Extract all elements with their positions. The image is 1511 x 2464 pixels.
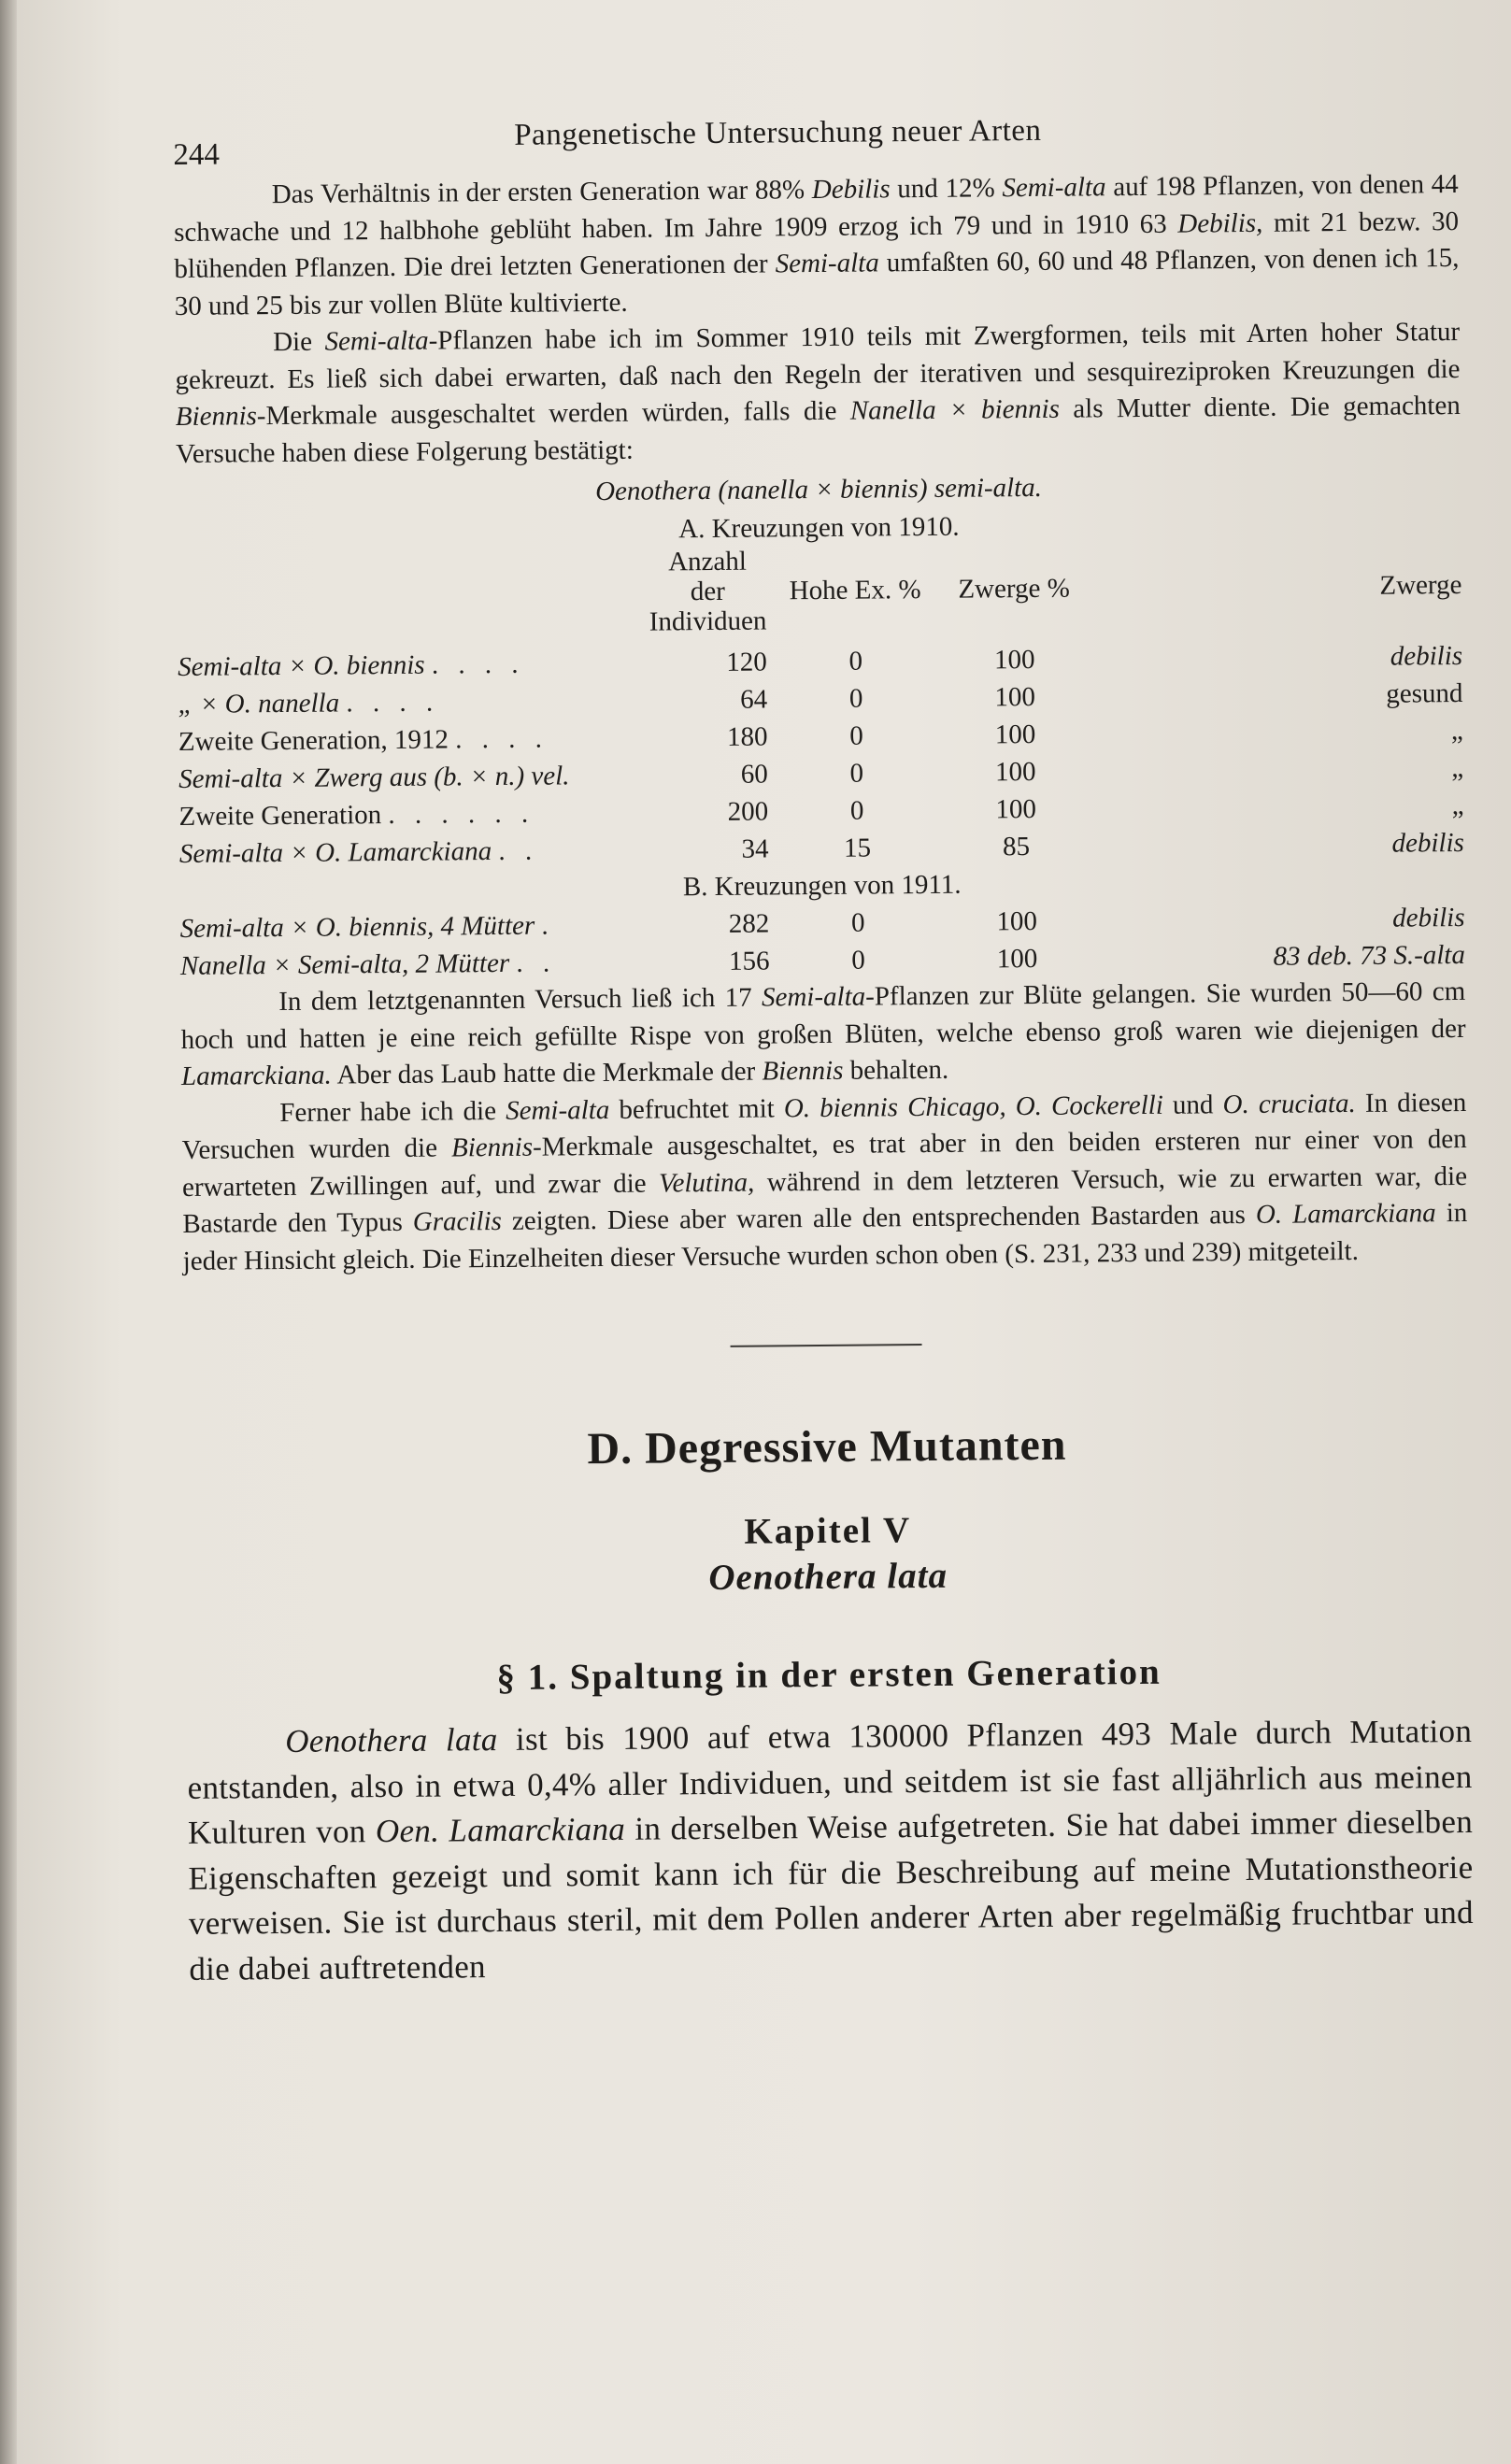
row-label: [180, 944, 652, 985]
text-run: in jeder Hinsicht gleich. Die Einzelheiten dieser Versuche wurden schon oben (S. 231, 233 und 239) mitgeteilt.: [182, 1197, 1468, 1276]
running-head: Pangenetische Untersuchung neuer Arten: [514, 113, 1042, 152]
text-run: während in dem letzteren Versuch, wie zu erwarten war, die Bastarde den Typus: [182, 1161, 1468, 1239]
row-label: [178, 719, 650, 761]
row-count: 120: [726, 646, 767, 677]
paragraph-further-crossings: [181, 1084, 1468, 1279]
chapter-species-title: Oenothera lata: [708, 1555, 948, 1599]
italic-run: Semi-alta: [761, 981, 866, 1013]
table-section-a-heading: A. Kreuzungen von 1910.: [678, 511, 960, 545]
table-section-b-heading: B. Kreuzungen von 1911.: [682, 869, 962, 903]
italic-run: O. biennis Chicago, O. Cockerelli: [783, 1090, 1163, 1123]
text-run: ist bis 1900 auf etwa 130000 Pflanzen 493 Male durch Mutation entstanden, also in etwa 0,4% aller Individuen, und seitdem ist sie fast alljährlich aus meinen Kulturen von: [187, 1712, 1473, 1851]
row-dwarf-pct: 100: [993, 644, 1035, 675]
text-run: Aber das Laub hatte die Merkmale der: [331, 1056, 763, 1090]
row-high-pct: 0: [848, 646, 863, 677]
row-label-text: Zweite Generation: [178, 799, 382, 832]
row-dwarf: debilis: [1390, 640, 1463, 672]
row-high-pct: 0: [848, 683, 863, 714]
page-content: [173, 101, 1475, 1992]
row-leader-dots: . . . .: [431, 648, 525, 680]
row-high-pct: 0: [850, 907, 865, 938]
page-number: 244: [173, 137, 221, 172]
row-dwarf-pct: 100: [994, 681, 1036, 712]
row-dwarf: „: [1451, 752, 1464, 783]
italic-run: O. cruciata.: [1222, 1088, 1356, 1119]
row-leader-dots: . . . .: [455, 723, 549, 754]
row-dwarf: „: [1450, 715, 1463, 746]
row-count: 282: [728, 907, 770, 939]
paragraph-oenothera-lata: [187, 1709, 1474, 1992]
row-leader-dots: . . . .: [346, 687, 440, 718]
book-spine-shadow: [0, 0, 17, 2464]
row-count: 60: [740, 758, 768, 790]
italic-run: Nanella × biennis: [849, 393, 1061, 426]
row-dwarf: 83 deb. 73 S.-alta: [1273, 939, 1466, 972]
header-high-pct: Hohe Ex. %: [789, 575, 921, 606]
row-count: 64: [740, 683, 768, 715]
text-run: umfaßten 60, 60 und 48 Pflanzen, von denen ich 15, 30 und 25 bis zur vollen Blüte kultivierte.: [174, 242, 1460, 321]
row-dwarf: gesund: [1386, 677, 1463, 709]
row-label: [178, 757, 650, 798]
row-label: [179, 906, 651, 947]
row-count: 200: [727, 795, 769, 827]
row-dwarf: debilis: [1392, 902, 1465, 933]
row-dwarf-pct: 85: [1002, 831, 1031, 862]
chapter-part-heading: D. Degressive Mutanten: [587, 1419, 1067, 1474]
italic-run: Biennis: [762, 1055, 844, 1087]
row-leader-dots: . .: [498, 835, 539, 866]
row-label-text: Nanella × Semi-alta, 2 Mütter: [179, 947, 510, 981]
paragraph-generation-ratio: [174, 166, 1460, 325]
italic-run: Velutina,: [658, 1167, 755, 1199]
row-label-text: Semi-alta × O. Lamarckiana: [178, 835, 492, 869]
row-dwarf: debilis: [1391, 827, 1465, 859]
page-header: [173, 101, 1459, 178]
italic-run: Biennis: [450, 1132, 534, 1163]
row-label: [178, 645, 649, 686]
row-dwarf-pct: 100: [994, 719, 1036, 749]
text-run: -Merkmale ausgeschaltet, es trat aber in den beiden ersteren nur einer von den erwarteten Zwillingen auf, und zwar die: [181, 1123, 1467, 1203]
italic-run: Gracilis: [412, 1205, 503, 1237]
italic-run: Semi-alta: [324, 325, 429, 357]
crossing-table: [177, 540, 1465, 985]
text-run: Die: [273, 326, 325, 358]
text-run: befruchtet mit: [609, 1092, 785, 1125]
header-dwarf: Zwerge: [1379, 569, 1462, 601]
row-dwarf-pct: 100: [996, 905, 1038, 936]
header-blank: [177, 548, 649, 648]
row-label: [178, 794, 650, 835]
italic-run: Debilis,: [1177, 207, 1263, 239]
row-leader-dots: . . . . . .: [388, 798, 535, 830]
row-dwarf-pct: 100: [995, 793, 1037, 824]
italic-run: Semi-alta: [1002, 172, 1106, 204]
text-run: -Merkmale ausgeschaltet werden würden, falls die: [256, 395, 850, 432]
row-high-pct: 0: [849, 720, 863, 751]
text-run: Ferner habe ich die: [279, 1095, 506, 1128]
row-label-text: Semi-alta × O. biennis, 4 Mütter: [179, 910, 535, 944]
text-run: Das Verhältnis in der ersten Generation war 88%: [271, 175, 812, 210]
text-run: -Pflanzen zur Blüte gelangen. Sie wurden 50—60 cm hoch und hatten je eine reich gefüllte Rispe von großen Blüten, welche ebenso groß waren wie diejenigen der: [180, 976, 1466, 1055]
table-header-row: [177, 540, 1462, 648]
row-label: [178, 682, 649, 723]
italic-run: Oen. Lamarckiana: [375, 1810, 626, 1850]
row-count: 180: [726, 720, 768, 752]
row-leader-dots: .: [541, 909, 555, 941]
row-label-text: „ × O. nanella: [178, 687, 340, 719]
header-count: Anzahl der Individuen: [649, 546, 767, 637]
row-count: 156: [728, 945, 770, 976]
table-body-a: [178, 637, 1464, 873]
italic-run: O. Lamarckiana: [1255, 1198, 1436, 1230]
row-label-text: Zweite Generation, 1912: [178, 723, 449, 757]
italic-run: Semi-alta: [506, 1094, 610, 1126]
row-label-text: Semi-alta × O. biennis: [178, 649, 425, 682]
row-label-text: Semi-alta × Zwerg aus (b. × n.) vel.: [178, 760, 570, 794]
text-run: als Mutter diente. Die gemachten Versuche haben diese Folgerung bestätigt:: [176, 390, 1461, 469]
row-dwarf: „: [1451, 790, 1464, 820]
table-body-b: [179, 899, 1465, 985]
italic-run: Debilis: [811, 174, 891, 206]
section-divider: [731, 1344, 922, 1347]
chapter-number: Kapitel V: [744, 1510, 912, 1552]
paragraph-crossings-intro: [175, 314, 1461, 473]
text-run: -Pflanzen habe ich im Sommer 1910 teils mit Zwergformen, teils mit Arten hoher Statur gekreuzt. Es ließ sich dabei erwarten, daß nach den Regeln der iterativen und sesquireziproken Kreuzungen die: [175, 316, 1461, 395]
header-dwarf-pct: Zwerge %: [958, 573, 1070, 605]
row-count: 34: [741, 833, 769, 864]
text-run: und 12%: [890, 173, 1003, 205]
paragraph-semi-alta-flowering: [180, 974, 1466, 1095]
italic-run: Biennis: [175, 401, 257, 432]
row-leader-dots: . .: [516, 947, 557, 978]
row-label: [179, 832, 651, 873]
section-heading: § 1. Spaltung in der ersten Generation: [496, 1651, 1162, 1699]
row-high-pct: 15: [843, 833, 872, 863]
row-dwarf-pct: 100: [994, 756, 1036, 787]
text-run: In diesen Versuchen wurden die: [181, 1087, 1467, 1165]
italic-run: Lamarckiana.: [180, 1060, 332, 1091]
row-high-pct: 0: [849, 795, 864, 826]
text-run: zeigten. Diese aber waren alle den entsprechenden Bastarden aus: [501, 1199, 1257, 1236]
text-run: behalten.: [843, 1054, 949, 1086]
text-run: auf 198 Pflanzen, von denen 44 schwache und 12 halbhohe geblüht haben. Im Jahre 1909 erzog ich 79 und in 1910 63: [173, 168, 1459, 248]
text-run: und: [1162, 1089, 1223, 1120]
text-run: mit 21 bezw. 30 blühenden Pflanzen. Die drei letzten Generationen der: [174, 206, 1460, 284]
italic-run: Oenothera lata: [285, 1721, 498, 1760]
row-high-pct: 0: [851, 945, 865, 976]
italic-run: Semi-alta: [775, 248, 879, 279]
text-run: In dem letztgenannten Versuch ließ ich 17: [278, 982, 763, 1018]
table-formula-title: Oenothera (nanella × biennis) semi-alta.: [594, 472, 1043, 507]
row-dwarf-pct: 100: [996, 943, 1038, 974]
row-high-pct: 0: [849, 758, 864, 789]
text-run: in derselben Weise aufgetreten. Sie hat dabei immer dieselben Eigenschaften gezeigt und somit kann ich für die Beschreibung auf meine Mutationstheorie verweisen. Sie ist durchaus steril, mit dem Pollen anderer Arten aber regelmäßig fruchtbar und die dabei auftretenden: [188, 1802, 1475, 1987]
